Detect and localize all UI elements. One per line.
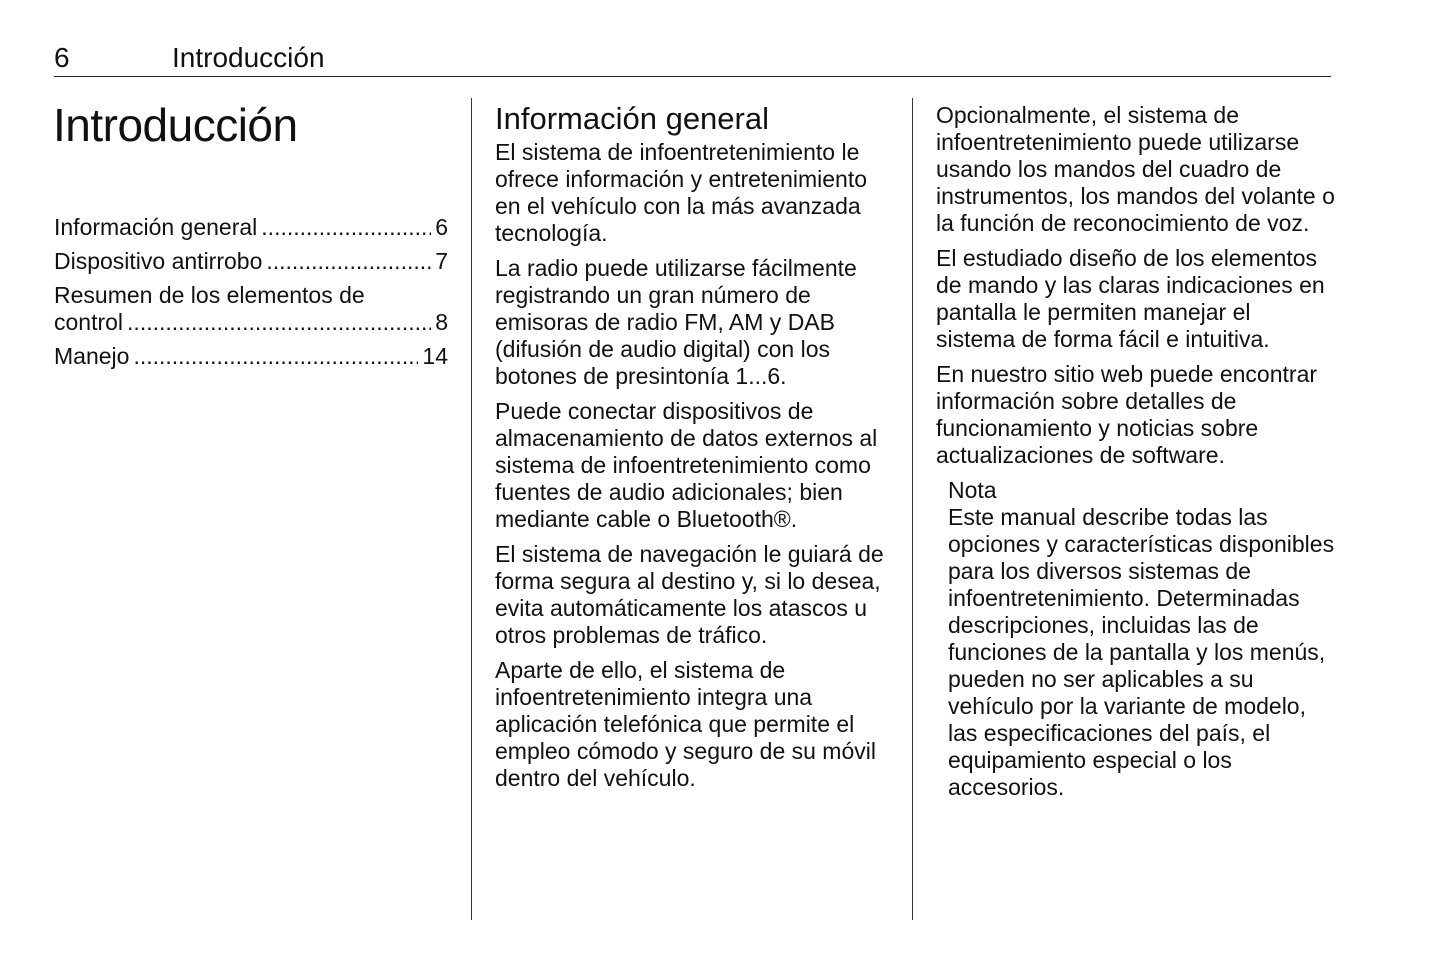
paragraph: Opcionalmente, el sistema de infoentretenimiento puede utilizarse usando los mandos del cuadro de instrumentos, los mandos del volante o la función de reconocimiento de voz. — [936, 102, 1335, 236]
toc-label: Resumen de los elementos de — [54, 282, 365, 308]
page-header — [54, 42, 1331, 77]
paragraph: El estudiado diseño de los elementos de mando y las claras indicaciones en pantalla le permiten manejar el sistema de forma fácil e intuitiva. — [936, 245, 1325, 352]
section-title: Información general — [495, 101, 769, 136]
page-number: 6 — [54, 42, 70, 73]
toc-label: control — [54, 309, 124, 335]
paragraph: Aparte de ello, el sistema de infoentretenimiento integra una aplicación telefónica que permite el empleo cómodo y seguro de su móvil dentro del vehículo. — [495, 657, 876, 791]
toc-page: 6 — [435, 214, 448, 240]
toc-label: Manejo — [54, 343, 130, 369]
toc-entry[interactable] — [54, 343, 448, 370]
column-divider — [912, 98, 913, 920]
toc-entry[interactable] — [54, 282, 448, 336]
table-of-contents — [54, 214, 448, 377]
paragraph: En nuestro sitio web puede encontrar información sobre detalles de funcionamiento y noticias sobre actualizaciones de software. — [936, 361, 1318, 468]
toc-page: 8 — [435, 309, 448, 335]
note-text: Este manual describe todas las opciones y características disponibles para los diversos sistemas de infoentretenimiento. Determinadas descripciones, incluidas las de funciones de la pantalla y los menús, pueden no ser aplicables a su vehículo por la variante de modelo, las especificaciones del país, el equipamiento especial o los accesorios. — [948, 504, 1335, 800]
paragraph: Puede conectar dispositivos de almacenamiento de datos externos al sistema de infoentretenimiento como fuentes de audio adicionales; bien mediante cable o Bluetooth®. — [495, 398, 878, 532]
toc-page: 7 — [435, 248, 448, 274]
chapter-title: Introducción — [53, 99, 298, 151]
toc-entry[interactable] — [54, 214, 448, 241]
paragraph: La radio puede utilizarse fácilmente registrando un gran número de emisoras de radio FM, AM y DAB (difusión de audio digital) con los botones de presintonía 1...6. — [495, 255, 857, 389]
column-divider — [471, 98, 472, 920]
toc-label: Información general — [54, 214, 258, 240]
paragraph: El sistema de infoentretenimiento le ofrece información y entretenimiento en el vehículo con la más avanzada tecnología. — [495, 139, 868, 246]
running-title: Introducción — [172, 42, 325, 73]
right-column — [936, 102, 1336, 801]
toc-page: 14 — [422, 343, 448, 369]
paragraph: El sistema de navegación le guiará de forma segura al destino y, si lo desea, evita automáticamente los atascos u otros problemas de tráfico. — [495, 541, 884, 648]
note-title: Nota — [948, 477, 997, 503]
middle-column — [495, 101, 895, 800]
note-box — [948, 477, 1336, 801]
toc-label: Dispositivo antirrobo — [54, 248, 263, 274]
toc-entry[interactable] — [54, 248, 448, 275]
